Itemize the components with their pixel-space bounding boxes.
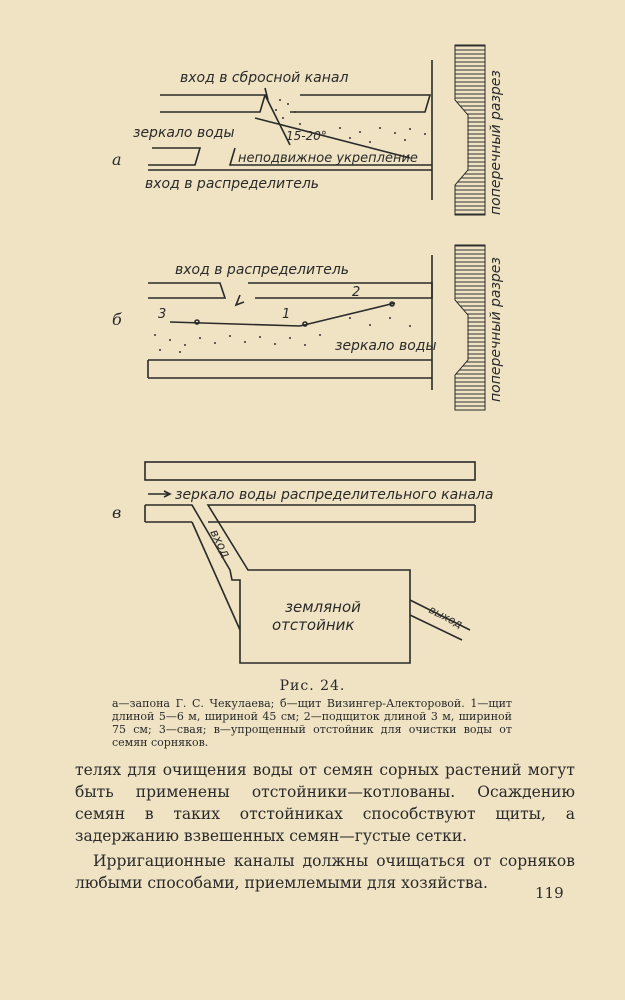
page-number: 119 (535, 884, 564, 902)
diagram-c-letter: в (112, 503, 122, 522)
body-paragraph-1: телях для очищения воды от семян сорных растений могут быть применены отстойники—котлованы. Осаждению семян в таких отстойниках способствуют щиты, а задержанию взвешенных семян—густые сетки. (75, 761, 575, 845)
figure-caption-text: а—запона Г. С. Чекулаева; б—щит Визингер-Алекторовой. 1—щит длиной 5—6 м, шириной 45 см; 2—подщиток длиной 3 м, шириной 75 см; 3—свая; в—упрощенный отстойник для очистки воды от семян сорняков. (112, 697, 512, 749)
label-a-section: поперечный разрез (488, 70, 504, 215)
label-a-fixed: неподвижное укрепление (238, 151, 418, 166)
cross-section-b (455, 245, 485, 410)
label-b-intake-distributor: вход в распределитель (175, 262, 350, 278)
label-b-water-mirror: зеркало воды (335, 338, 437, 354)
label-c-inlet: вход (207, 527, 234, 560)
label-a-intake-distributor: вход в распределитель (145, 176, 320, 192)
body-paragraph-2: Ирригационные каналы должны очищаться от сорняков любыми способами, приемлемыми для хозяйства. (75, 852, 575, 892)
label-b-num-3: 3 (158, 307, 167, 322)
cross-section-a (455, 45, 485, 215)
label-c-water-mirror: зеркало воды распределительного канала (175, 487, 494, 503)
label-c-outlet: выход (426, 603, 465, 632)
label-b-section: поперечный разрез (488, 257, 504, 402)
label-b-num-1: 1 (282, 307, 291, 322)
label-b-num-2: 2 (352, 285, 361, 300)
label-c-settler-2: отстойник (272, 616, 355, 634)
label-c-settler-1: земляной (285, 598, 361, 616)
diagram-a-letter: а (112, 150, 122, 169)
label-a-intake-waste: вход в сбросной канал (180, 70, 349, 86)
diagram-b-letter: б (112, 310, 122, 329)
label-a-angle: 15-20° (286, 129, 327, 143)
label-a-water-mirror: зеркало воды (133, 125, 235, 141)
figure-caption-title: Рис. 24. (279, 678, 346, 694)
